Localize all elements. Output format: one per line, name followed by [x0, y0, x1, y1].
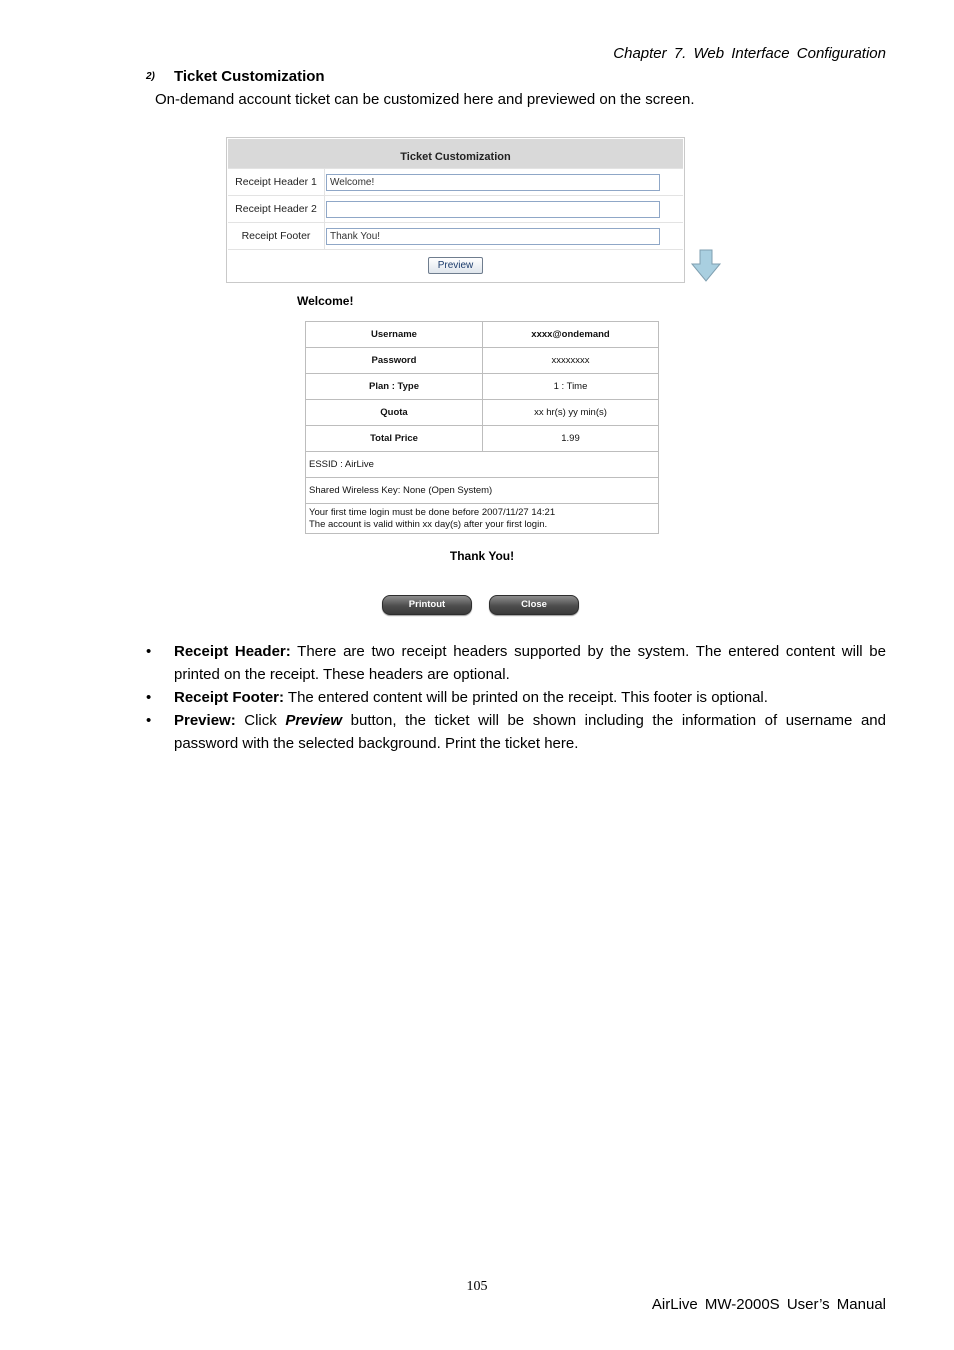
receipt-footer-input[interactable] [326, 228, 660, 245]
table-row [306, 322, 659, 348]
receipt-header-1-label: Receipt Header 1 [228, 169, 325, 196]
manual-title: AirLive MW-2000S User’s Manual [651, 1296, 886, 1313]
receipt-header-2-row [228, 195, 683, 223]
ticket-key: Username [306, 322, 483, 348]
bullet-list [146, 640, 886, 755]
list-item [146, 709, 886, 755]
printout-button[interactable]: Printout [382, 595, 472, 615]
bullet-icon: • [146, 643, 152, 660]
ticket-key: Password [306, 348, 483, 374]
table-row [306, 426, 659, 452]
bullet-text: The entered content will be printed on the receipt. This footer is optional. [284, 689, 768, 706]
table-row [306, 374, 659, 400]
bullet-text: button, the ticket will be shown including the information of username and password with the selected background. Print the ticket here. [174, 712, 886, 752]
section-number: 2) [146, 71, 155, 82]
receipt-footer-row [228, 222, 683, 250]
ticket-key: Quota [306, 400, 483, 426]
ticket-value: xx hr(s) yy min(s) [483, 400, 659, 426]
bullet-text: There are two receipt headers supported by the system. The entered content will be printed on the receipt. These headers are optional. [174, 643, 886, 683]
ticket-value: 1 : Time [483, 374, 659, 400]
ticket-key: Total Price [306, 426, 483, 452]
page-number: 105 [466, 1279, 488, 1294]
ticket-customization-panel [226, 137, 685, 283]
ticket-value: xxxxxxxx [483, 348, 659, 374]
ticket-login-info [306, 504, 659, 534]
down-arrow-icon [690, 248, 722, 284]
bullet-text: Click [235, 712, 286, 729]
table-row [306, 504, 659, 534]
chapter-header: Chapter 7. Web Interface Configuration [613, 45, 886, 62]
table-row [306, 452, 659, 478]
ticket-thanks: Thank You! [449, 549, 515, 563]
table-row [306, 478, 659, 504]
receipt-header-2-label: Receipt Header 2 [228, 196, 325, 223]
section-intro: On-demand account ticket can be customized here and previewed on the screen. [155, 91, 695, 108]
list-item [146, 640, 886, 686]
list-item [146, 686, 886, 709]
ticket-login-line-1: Your first time login must be done before 2007/11/27 14:21 [309, 506, 556, 518]
table-row [306, 348, 659, 374]
bullet-term: Preview: [174, 712, 236, 729]
ticket-table [305, 321, 659, 534]
bullet-term: Receipt Footer: [174, 689, 285, 706]
bullet-emphasis: Preview [285, 712, 343, 729]
ticket-welcome: Welcome! [297, 294, 354, 308]
bullet-icon: • [146, 712, 152, 729]
receipt-header-2-input[interactable] [326, 201, 660, 218]
ticket-key: Plan : Type [306, 374, 483, 400]
bullet-icon: • [146, 689, 152, 706]
table-row [306, 400, 659, 426]
ticket-value: xxxx@ondemand [483, 322, 659, 348]
receipt-header-1-row [228, 168, 683, 196]
ticket-login-line-2: The account is valid within xx day(s) after your first login. [309, 518, 548, 530]
receipt-header-1-input[interactable] [326, 174, 660, 191]
bullet-term: Receipt Header: [174, 643, 291, 660]
ticket-value: 1.99 [483, 426, 659, 452]
close-button[interactable]: Close [489, 595, 579, 615]
panel-title: Ticket Customization [228, 139, 683, 168]
ticket-shared-key: Shared Wireless Key: None (Open System) [306, 478, 659, 504]
ticket-essid: ESSID : AirLive [306, 452, 659, 478]
receipt-footer-label: Receipt Footer [228, 223, 325, 250]
section-title: Ticket Customization [174, 68, 325, 85]
preview-button[interactable]: Preview [428, 257, 483, 274]
